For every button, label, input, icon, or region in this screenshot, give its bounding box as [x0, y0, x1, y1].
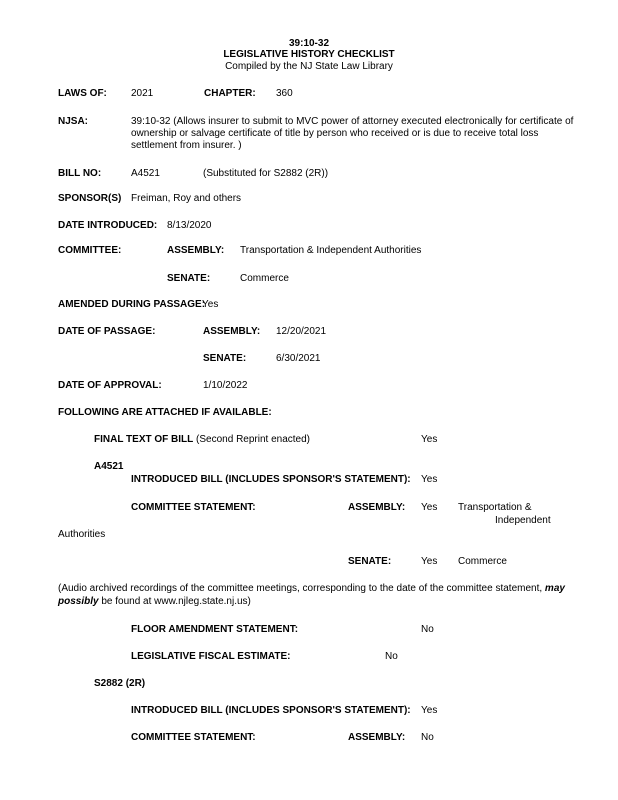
- committee-senate-label: SENATE:: [167, 273, 211, 284]
- date-introduced-value: 8/13/2020: [167, 220, 212, 231]
- amended-label: AMENDED DURING PASSAGE:: [58, 299, 206, 310]
- page-subtitle: Compiled by the NJ State Law Library: [225, 61, 393, 72]
- amended-value: Yes: [202, 299, 219, 310]
- committee-senate-value: Commerce: [240, 273, 289, 284]
- page-title: LEGISLATIVE HISTORY CHECKLIST: [223, 49, 395, 60]
- a4521-assembly-committee-3: Authorities: [58, 529, 106, 540]
- passage-senate-value: 6/30/2021: [276, 353, 321, 364]
- s2882-assembly-label: ASSEMBLY:: [348, 732, 406, 743]
- a4521-senate-committee: Commerce: [458, 556, 507, 567]
- attached-heading: FOLLOWING ARE ATTACHED IF AVAILABLE:: [58, 407, 272, 418]
- final-text-row: [94, 434, 310, 446]
- audio-note-line-1: [58, 583, 565, 595]
- floor-amendment-value: No: [421, 624, 434, 635]
- njsa-line-2: ownership or salvage certificate of title by person who received or is due to receive total loss: [131, 128, 539, 139]
- passage-assembly-value: 12/20/2021: [276, 326, 327, 337]
- date-introduced-label: DATE INTRODUCED:: [58, 220, 158, 231]
- sponsors-label: SPONSOR(S): [58, 193, 122, 204]
- fiscal-estimate-value: No: [385, 651, 398, 662]
- final-text-label: FINAL TEXT OF BILL: [94, 434, 194, 445]
- s2882-committee-label: COMMITTEE STATEMENT:: [131, 732, 256, 743]
- audio-note-part2: be found at www.njleg.state.nj.us): [98, 596, 251, 607]
- audio-note-line-2: [58, 596, 251, 608]
- chapter-label: CHAPTER:: [204, 88, 256, 99]
- date-of-approval-label: DATE OF APPROVAL:: [58, 380, 162, 391]
- laws-of-value: 2021: [131, 88, 154, 99]
- a4521-introduced-label: INTRODUCED BILL (INCLUDES SPONSOR'S STATEMENT):: [131, 474, 411, 485]
- njsa-label: NJSA:: [58, 116, 89, 127]
- s2882-heading: S2882 (2R): [94, 678, 146, 689]
- njsa-line-3: settlement from insurer. ): [131, 140, 242, 151]
- statute-code: 39:10-32: [288, 38, 330, 49]
- committee-assembly-label: ASSEMBLY:: [167, 245, 225, 256]
- njsa-line-1: 39:10-32 (Allows insurer to submit to MVC power of attorney executed electronically for certificate of: [131, 116, 574, 127]
- sponsors-value: Freiman, Roy and others: [131, 193, 242, 204]
- final-text-value: Yes: [421, 434, 438, 445]
- date-of-approval-value: 1/10/2022: [203, 380, 248, 391]
- s2882-introduced-label: INTRODUCED BILL (INCLUDES SPONSOR'S STATEMENT):: [131, 705, 411, 716]
- date-of-passage-label: DATE OF PASSAGE:: [58, 326, 156, 337]
- fiscal-estimate-label: LEGISLATIVE FISCAL ESTIMATE:: [131, 651, 291, 662]
- committee-label: COMMITTEE:: [58, 245, 122, 256]
- chapter-value: 360: [276, 88, 293, 99]
- bill-no-label: BILL NO:: [58, 168, 102, 179]
- passage-senate-label: SENATE:: [203, 353, 247, 364]
- a4521-assembly-label: ASSEMBLY:: [348, 502, 406, 513]
- laws-of-label: LAWS OF:: [58, 88, 107, 99]
- audio-note-emph-may: may: [544, 583, 565, 594]
- audio-note-emph-possibly: possibly: [58, 596, 99, 607]
- a4521-assembly-committee-1: Transportation &: [458, 502, 532, 513]
- audio-note-part1: (Audio archived recordings of the committee meetings, corresponding to the date of the committee statement,: [58, 583, 545, 594]
- final-text-note: (Second Reprint enacted): [193, 434, 310, 445]
- committee-assembly-value: Transportation & Independent Authorities: [240, 245, 422, 256]
- a4521-senate-value: Yes: [421, 556, 438, 567]
- floor-amendment-label: FLOOR AMENDMENT STATEMENT:: [131, 624, 299, 635]
- a4521-assembly-value: Yes: [421, 502, 438, 513]
- a4521-committee-label: COMMITTEE STATEMENT:: [131, 502, 256, 513]
- a4521-introduced-value: Yes: [421, 474, 438, 485]
- bill-no-value: A4521: [131, 168, 160, 179]
- s2882-assembly-value: No: [421, 732, 434, 743]
- a4521-senate-label: SENATE:: [348, 556, 392, 567]
- a4521-heading: A4521: [94, 461, 124, 472]
- bill-no-note: (Substituted for S2882 (2R)): [203, 168, 329, 179]
- s2882-introduced-value: Yes: [421, 705, 438, 716]
- a4521-assembly-committee-2: Independent: [495, 515, 551, 526]
- passage-assembly-label: ASSEMBLY:: [203, 326, 261, 337]
